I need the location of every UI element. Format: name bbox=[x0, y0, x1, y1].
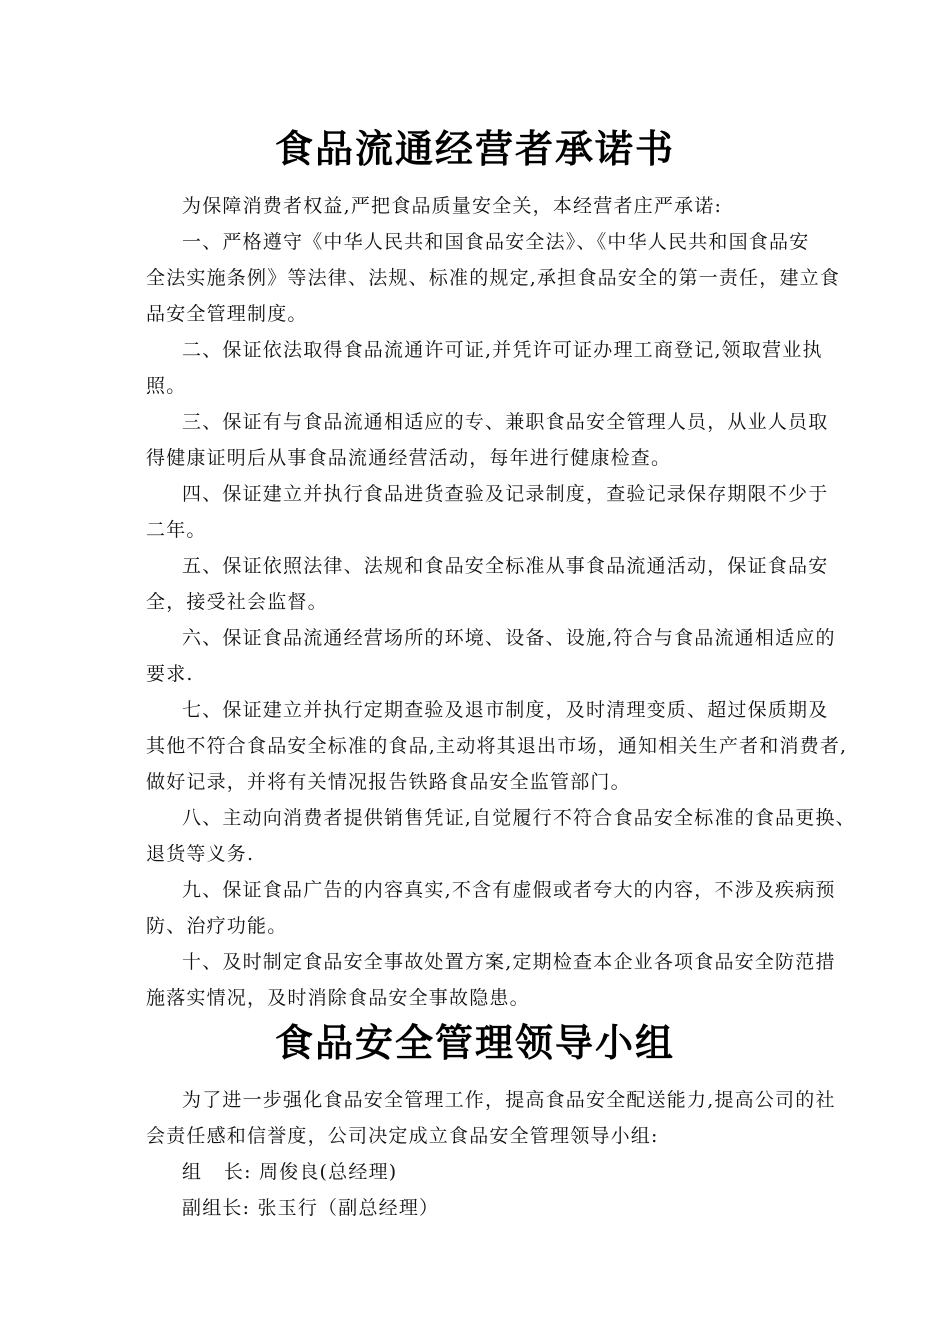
clause-5-line-2: 全，接受社会监督。 bbox=[146, 591, 328, 613]
clause-4-line-1: 四、保证建立并执行食品进货查验及记录制度，查验记录保存期限不少于 bbox=[182, 483, 829, 505]
clause-3-line-2: 得健康证明后从事食品流通经营活动，每年进行健康检查。 bbox=[146, 447, 672, 469]
clause-10-line-1: 十、及时制定食品安全事故处置方案,定期检查本企业各项食品安全防范措 bbox=[182, 951, 836, 973]
document-title: 食品流通经营者承诺书 bbox=[274, 127, 675, 171]
clause-8-line-1: 八、主动向消费者提供销售凭证,自觉履行不符合食品安全标准的食品更换、 bbox=[182, 807, 856, 829]
clause-3-line-1: 三、保证有与食品流通相适应的专、兼职食品安全管理人员，从业人员取 bbox=[182, 411, 829, 433]
clause-6-line-1: 六、保证食品流通经营场所的环境、设备、设施,符合与食品流通相适应的 bbox=[182, 627, 836, 649]
clause-7-line-3: 做好记录，并将有关情况报告铁路食品安全监管部门。 bbox=[146, 771, 631, 793]
clause-8-line-2: 退货等义务. bbox=[146, 843, 255, 865]
clause-9-line-2: 防、治疗功能。 bbox=[146, 915, 288, 937]
clause-4-line-2: 二年。 bbox=[146, 519, 207, 541]
clause-5-line-1: 五、保证依照法律、法规和食品安全标准从事食品流通活动，保证食品安 bbox=[182, 555, 829, 577]
clause-10-line-2: 施落实情况，及时消除食品安全事故隐患。 bbox=[146, 987, 530, 1009]
clause-1-line-3: 品安全管理制度。 bbox=[146, 303, 308, 325]
section-title: 食品安全管理领导小组 bbox=[274, 1021, 675, 1065]
clause-2-line-2: 照。 bbox=[146, 375, 187, 397]
clause-6-line-2: 要求. bbox=[146, 663, 194, 685]
section-intro-line-2: 会责任感和信誉度，公司决定成立食品安全管理领导小组: bbox=[146, 1125, 659, 1147]
section-intro-line-1: 为了进一步强化食品安全管理工作，提高食品安全配送能力,提高公司的社 bbox=[182, 1089, 836, 1111]
intro-line: 为保障消费者权益,严把食品质量安全关，本经营者庄严承诺: bbox=[182, 195, 723, 217]
clause-7-line-1: 七、保证建立并执行定期查验及退市制度，及时清理变质、超过保质期及 bbox=[182, 699, 829, 721]
clause-2-line-1: 二、保证依法取得食品流通许可证,并凭许可证办理工商登记,领取营业执 bbox=[182, 339, 823, 361]
clause-9-line-1: 九、保证食品广告的内容真实,不含有虚假或者夸大的内容，不涉及疾病预 bbox=[182, 879, 836, 901]
clause-1-line-2: 全法实施条例》等法律、法规、标准的规定,承担食品安全的第一责任，建立食 bbox=[146, 267, 841, 289]
deputy-leader-line: 副组长: 张玉行（副总经理） bbox=[182, 1197, 440, 1219]
clause-1-line-1: 一、严格遵守《中华人民共和国食品安全法》、《中华人民共和国食品安 bbox=[182, 231, 810, 253]
clause-7-line-2: 其他不符合食品安全标准的食品,主动将其退出市场，通知相关生产者和消费者, bbox=[146, 735, 848, 757]
group-leader-line: 组 长: 周俊良(总经理) bbox=[182, 1161, 398, 1183]
